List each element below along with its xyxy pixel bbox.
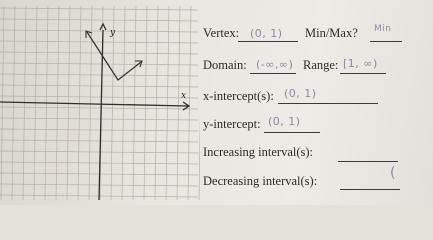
- range-answer: [1, ∞): [343, 57, 378, 70]
- vertex-label: Vertex:: [203, 26, 240, 40]
- grid-line-vertical: [177, 6, 180, 200]
- range-row: [303, 58, 338, 73]
- range-label: Range:: [303, 58, 339, 72]
- grid-line-vertical: [166, 6, 169, 200]
- decreasing-label: Decreasing interval(s):: [203, 174, 318, 188]
- grid-line-horizontal: [0, 140, 198, 142]
- grid-line-vertical: [1, 6, 4, 200]
- grid-line-vertical: [122, 6, 125, 200]
- grid-line-vertical: [199, 6, 200, 200]
- grid-line-horizontal: [0, 162, 198, 164]
- minmax-row: [305, 26, 358, 41]
- grid-line-vertical: [188, 6, 191, 200]
- grid-line-vertical: [78, 6, 81, 200]
- grid-line-horizontal: [0, 74, 198, 76]
- grid-line-vertical: [133, 6, 136, 200]
- increasing-answer-field[interactable]: [338, 146, 398, 162]
- grid-line-horizontal: [0, 107, 198, 109]
- domain-row: [203, 58, 247, 73]
- increasing-row: [203, 145, 313, 160]
- grid-line-horizontal: [0, 85, 198, 87]
- coordinate-graph: [0, 0, 200, 205]
- minmax-label: Min/Max?: [305, 26, 358, 40]
- grid-line-horizontal: [0, 96, 198, 98]
- minmax-answer: Min: [374, 24, 392, 34]
- x-axis-label: x: [181, 91, 187, 101]
- grid-line-horizontal: [0, 129, 198, 131]
- grid-line-horizontal: [0, 118, 198, 120]
- increasing-label: Increasing interval(s):: [203, 145, 314, 159]
- y-intercept-label: y-intercept:: [203, 117, 261, 131]
- grid-line-vertical: [144, 6, 147, 200]
- grid-line-vertical: [12, 6, 15, 200]
- y-intercept-answer: (0, 1): [268, 115, 301, 128]
- graph-function-curve: [86, 31, 142, 80]
- vertex-answer: (0, 1): [250, 27, 283, 40]
- domain-label: Domain:: [203, 58, 247, 72]
- x-intercepts-answer: (0, 1): [284, 87, 317, 100]
- decreasing-row: [203, 174, 317, 189]
- x-intercepts-label: x-intercept(s):: [203, 89, 274, 103]
- grid-line-vertical: [155, 6, 158, 200]
- y-intercept-row: [203, 117, 261, 132]
- grid-line-horizontal: [0, 19, 198, 21]
- decreasing-answer: (: [390, 165, 396, 181]
- function-curve: [87, 32, 141, 80]
- domain-answer: (-∞,∞): [256, 58, 294, 71]
- vertex-row: [203, 26, 239, 41]
- grid-line-horizontal: [0, 151, 198, 153]
- x-intercepts-row: [203, 89, 274, 104]
- y-axis-label: y: [110, 28, 116, 38]
- y-axis: [99, 24, 106, 200]
- grid-line-horizontal: [0, 8, 198, 10]
